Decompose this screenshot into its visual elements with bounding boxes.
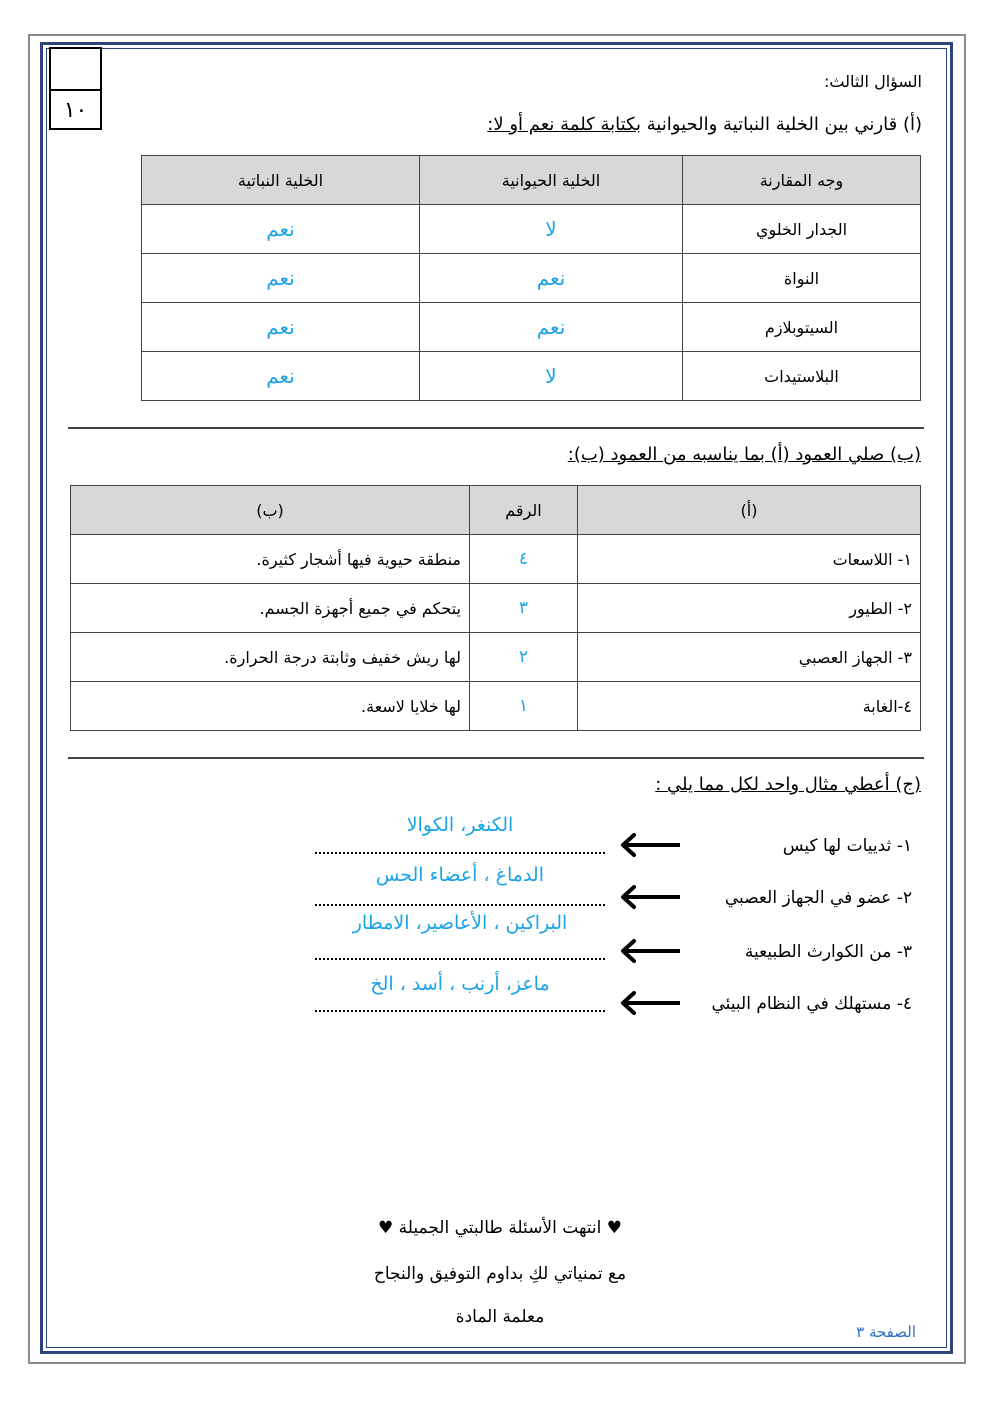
score-box (49, 47, 102, 130)
plant-answer[interactable]: نعم (142, 205, 420, 254)
plant-answer[interactable]: نعم (142, 303, 420, 352)
aspect-cell: البلاستيدات (683, 352, 921, 401)
column-b-cell: لها ريش خفيف وثابتة درجة الحرارة. (71, 633, 470, 682)
animal-answer[interactable]: لا (420, 352, 683, 401)
left-arrow-icon (618, 832, 682, 858)
column-b-cell: يتحكم في جميع أجهزة الجسم. (71, 584, 470, 633)
teacher-signature: معلمة المادة (455, 1307, 545, 1327)
example-item (300, 970, 920, 1020)
answer-dotted-line (315, 852, 605, 854)
left-arrow-icon (618, 990, 682, 1016)
animal-answer[interactable]: لا (420, 205, 683, 254)
match-number[interactable]: ٣ (470, 584, 578, 633)
table-row (71, 682, 921, 731)
section-divider (68, 427, 924, 429)
animal-answer[interactable]: نعم (420, 254, 683, 303)
table-row (142, 254, 921, 303)
aspect-cell: الجدار الخلوي (683, 205, 921, 254)
score-box-earned (51, 49, 100, 91)
header-plant-cell: الخلية النباتية (142, 156, 420, 205)
example-item (300, 912, 920, 968)
answer-dotted-line (315, 904, 605, 906)
table-row (71, 633, 921, 682)
left-arrow-icon (618, 938, 682, 964)
part-a-title-underlined: بكتابة كلمة نعم أو لا: (487, 114, 641, 135)
question-title: السؤال الثالث: (823, 72, 922, 91)
table-row (71, 584, 921, 633)
matching-table (70, 485, 921, 731)
header-column-a: (أ) (578, 486, 921, 535)
example-item (300, 812, 920, 862)
example-prompt: ١- ثدييات لها كيس (782, 836, 912, 856)
part-a-title (487, 114, 922, 135)
score-box-total: ١٠ (63, 98, 88, 123)
animal-answer[interactable]: نعم (420, 303, 683, 352)
column-a-cell: ٢- الطيور (578, 584, 921, 633)
plant-answer[interactable]: نعم (142, 352, 420, 401)
example-answer[interactable]: البراكين ، الأعاصير، الامطار (352, 912, 568, 934)
example-answer[interactable]: الكنغر، الكوالا (406, 814, 514, 836)
column-b-cell: لها خلايا لاسعة. (71, 682, 470, 731)
left-arrow-icon (618, 884, 682, 910)
table-header-row (142, 156, 921, 205)
table-row (142, 303, 921, 352)
section-divider (68, 757, 924, 759)
example-prompt: ٢- عضو في الجهاز العصبي (724, 888, 912, 908)
column-a-cell: ٤-الغابة (578, 682, 921, 731)
table-row (71, 535, 921, 584)
part-c-title: (ج) أعطي مثال واحد لكل مما يلي : (655, 774, 921, 795)
example-prompt: ٤- مستهلك في النظام البيئي (711, 994, 912, 1014)
example-item (300, 864, 920, 914)
column-a-cell: ١- اللاسعات (578, 535, 921, 584)
header-animal-cell: الخلية الحيوانية (420, 156, 683, 205)
closing-wishes: مع تمنياتي لكِ بداوم التوفيق والنجاح (373, 1264, 627, 1284)
match-number[interactable]: ٤ (470, 535, 578, 584)
answer-dotted-line (315, 958, 605, 960)
column-a-cell: ٣- الجهاز العصبي (578, 633, 921, 682)
example-prompt: ٣- من الكوارث الطبيعية (744, 942, 912, 962)
header-column-b: (ب) (71, 486, 470, 535)
aspect-cell: السيتوبلازم (683, 303, 921, 352)
column-b-cell: منطقة حيوية فيها أشجار كثيرة. (71, 535, 470, 584)
table-row (142, 205, 921, 254)
page-number: الصفحة ٣ (856, 1323, 916, 1341)
match-number[interactable]: ٢ (470, 633, 578, 682)
plant-answer[interactable]: نعم (142, 254, 420, 303)
match-number[interactable]: ١ (470, 682, 578, 731)
answer-dotted-line (315, 1010, 605, 1012)
part-a-title-text: (أ) قارني بين الخلية النباتية والحيوانية (640, 114, 922, 135)
header-number: الرقم (470, 486, 578, 535)
cell-comparison-table (141, 155, 921, 401)
example-answer[interactable]: ماعز، أرنب ، أسد ، الخ (370, 973, 550, 995)
table-row (142, 352, 921, 401)
example-answer[interactable]: الدماغ ، أعضاء الحس (376, 864, 544, 886)
table-header-row (71, 486, 921, 535)
part-b-title: (ب) صلي العمود (أ) بما يناسبه من العمود (ب): (567, 444, 921, 465)
aspect-cell: النواة (683, 254, 921, 303)
closing-message: ♥ انتهت الأسئلة طالبتي الجميلة ♥ (377, 1218, 623, 1238)
header-aspect: وجه المقارنة (683, 156, 921, 205)
